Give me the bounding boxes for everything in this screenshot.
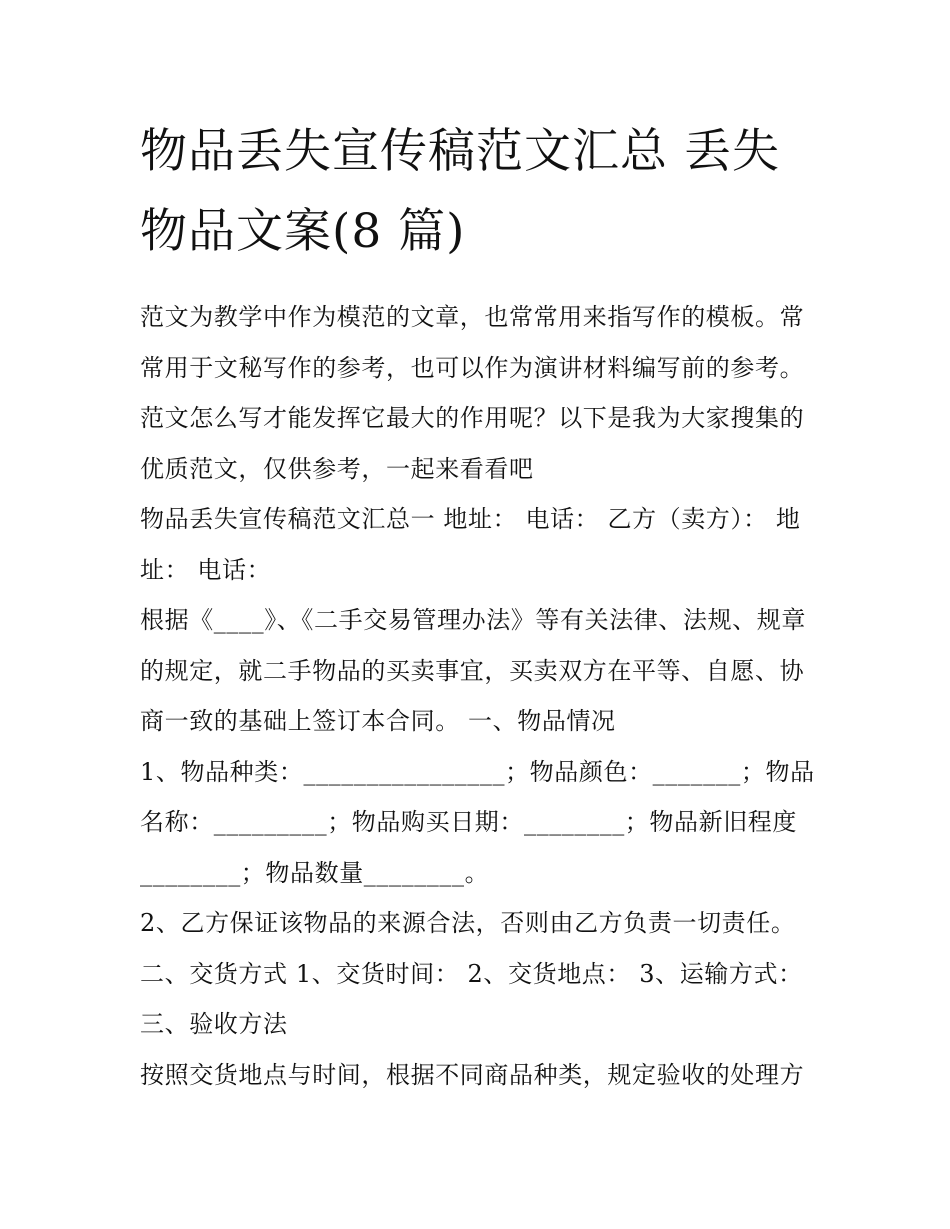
acceptance-method-paragraph: 按照交货地点与时间，根据不同商品种类，规定验收的处理方 xyxy=(140,1060,805,1089)
title-line-1: 物品丢失宣传稿范文汇总 丢失 xyxy=(140,124,780,179)
item-details-paragraph: 1、物品种类：________________；物品颜色：_______；物品名称：_________；物品购买日期：________；物品新旧程度________；物品数量________。 xyxy=(140,757,815,887)
document-title xyxy=(140,112,820,272)
delivery-method-paragraph: 二、交货方式 1、交货时间： 2、交货地点： 3、运输方式： xyxy=(140,959,803,988)
intro-paragraph: 范文为教学中作为模范的文章，也常常用来指写作的模板。常常用于文秘写作的参考，也可以作为演讲材料编写前的参考。范文怎么写才能发挥它最大的作用呢？以下是我为大家搜集的优质范文，仅供参考，一起来看看吧 xyxy=(140,303,805,483)
document-page xyxy=(140,112,820,1100)
contact-info-paragraph: 物品丢失宣传稿范文汇总一 地址： 电话： 乙方（卖方）： 地址： 电话： xyxy=(140,505,801,584)
seller-guarantee-paragraph: 2、乙方保证该物品的来源合法，否则由乙方负责一切责任。 xyxy=(140,909,796,937)
legal-basis-paragraph: 根据《____》、《二手交易管理办法》等有关法律、法规、规章的规定，就二手物品的买卖事宜，买卖双方在平等、自愿、协商一致的基础上签订本合同。 一、物品情况 xyxy=(140,606,806,735)
title-line-2: 物品文案(8 篇) xyxy=(140,204,466,259)
section-heading-acceptance: 三、验收方法 xyxy=(140,1010,288,1038)
